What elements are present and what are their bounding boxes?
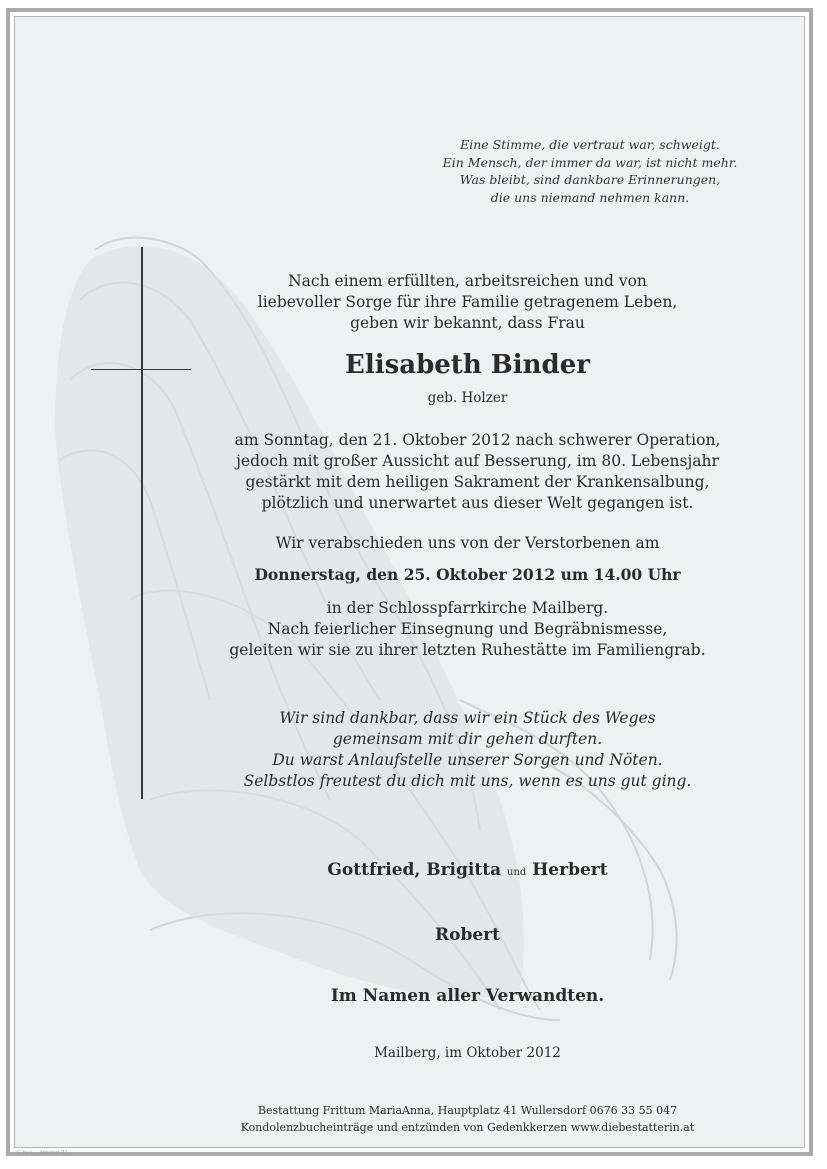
motto-line: Was bleibt, sind dankbare Erinnerungen, <box>459 172 721 187</box>
poem-line: Selbstlos freutest du dich mit uns, wenn es uns gut ging. <box>243 772 692 790</box>
intro-text <box>210 271 725 334</box>
church-line: Nach feierlicher Einsegnung und Begräbnismesse, <box>267 620 668 638</box>
motto-line: die uns niemand nehmen kann. <box>490 189 690 205</box>
mourners-line-1 <box>210 860 725 880</box>
death-line: gestärkt mit dem heiligen Sakrament der Krankensalbung, <box>245 473 710 491</box>
undertaker-line: Kondolenzbucheinträge und entzünden von Gedenkkerzen www.diebestatterin.at <box>240 1121 695 1134</box>
poem-line: Du warst Anlaufstelle unserer Sorgen und Nöten. <box>272 751 663 769</box>
poem-line: Wir sind dankbar, dass wir ein Stück des Weges <box>279 709 656 727</box>
copyright-note: © by L. - Abrahat 02 <box>16 1150 68 1156</box>
undertaker-info <box>210 1102 725 1136</box>
death-line: plötzlich und unerwartet aus dieser Welt gegangen ist. <box>261 494 694 512</box>
motto-verse <box>400 136 780 206</box>
church-line: in der Schlosspfarrkirche Mailberg. <box>326 599 609 617</box>
cross-horizontal <box>91 369 191 370</box>
funeral-date: Donnerstag, den 25. Oktober 2012 um 14.00 Uhr <box>254 565 681 584</box>
motto-line: Ein Mensch, der immer da war, ist nicht mehr. <box>442 154 738 170</box>
mourners-line-3: Im Namen aller Verwandten. <box>330 986 605 1006</box>
intro-line: geben wir bekannt, dass Frau <box>350 314 585 332</box>
undertaker-line: Bestattung Frittum MariaAnna, Hauptplatz 41 Wullersdorf 0676 33 55 047 <box>257 1104 678 1117</box>
mourners-line-2: Robert <box>435 925 500 945</box>
farewell-line: Wir verabschieden uns von der Verstorbenen am <box>275 534 660 552</box>
deceased-name: Elisabeth Binder <box>345 350 590 380</box>
cross-vertical <box>141 247 143 799</box>
intro-line: liebevoller Sorge für ihre Familie getragenem Leben, <box>257 293 678 311</box>
deceased-born-name: geb. Holzer <box>427 390 508 406</box>
mourners-names-a: Gottfried, Brigitta <box>327 860 502 880</box>
mourners-names-b: Herbert <box>532 860 608 880</box>
mourners-und: und <box>507 867 527 878</box>
church-details <box>200 598 735 661</box>
death-notice <box>210 430 745 514</box>
poem-line: gemeinsam mit dir gehen durften. <box>332 730 603 748</box>
place-date: Mailberg, im Oktober 2012 <box>374 1045 561 1061</box>
intro-line: Nach einem erfüllten, arbeitsreichen und von <box>288 272 647 290</box>
church-line: geleiten wir sie zu ihrer letzten Ruhestätte im Familiengrab. <box>229 641 706 659</box>
death-line: am Sonntag, den 21. Oktober 2012 nach schwerer Operation, <box>234 431 721 449</box>
memorial-poem <box>210 708 725 792</box>
motto-line: Eine Stimme, die vertraut war, schweigt. <box>460 137 720 152</box>
death-line: jedoch mit großer Aussicht auf Besserung, im 80. Lebensjahr <box>236 452 719 470</box>
